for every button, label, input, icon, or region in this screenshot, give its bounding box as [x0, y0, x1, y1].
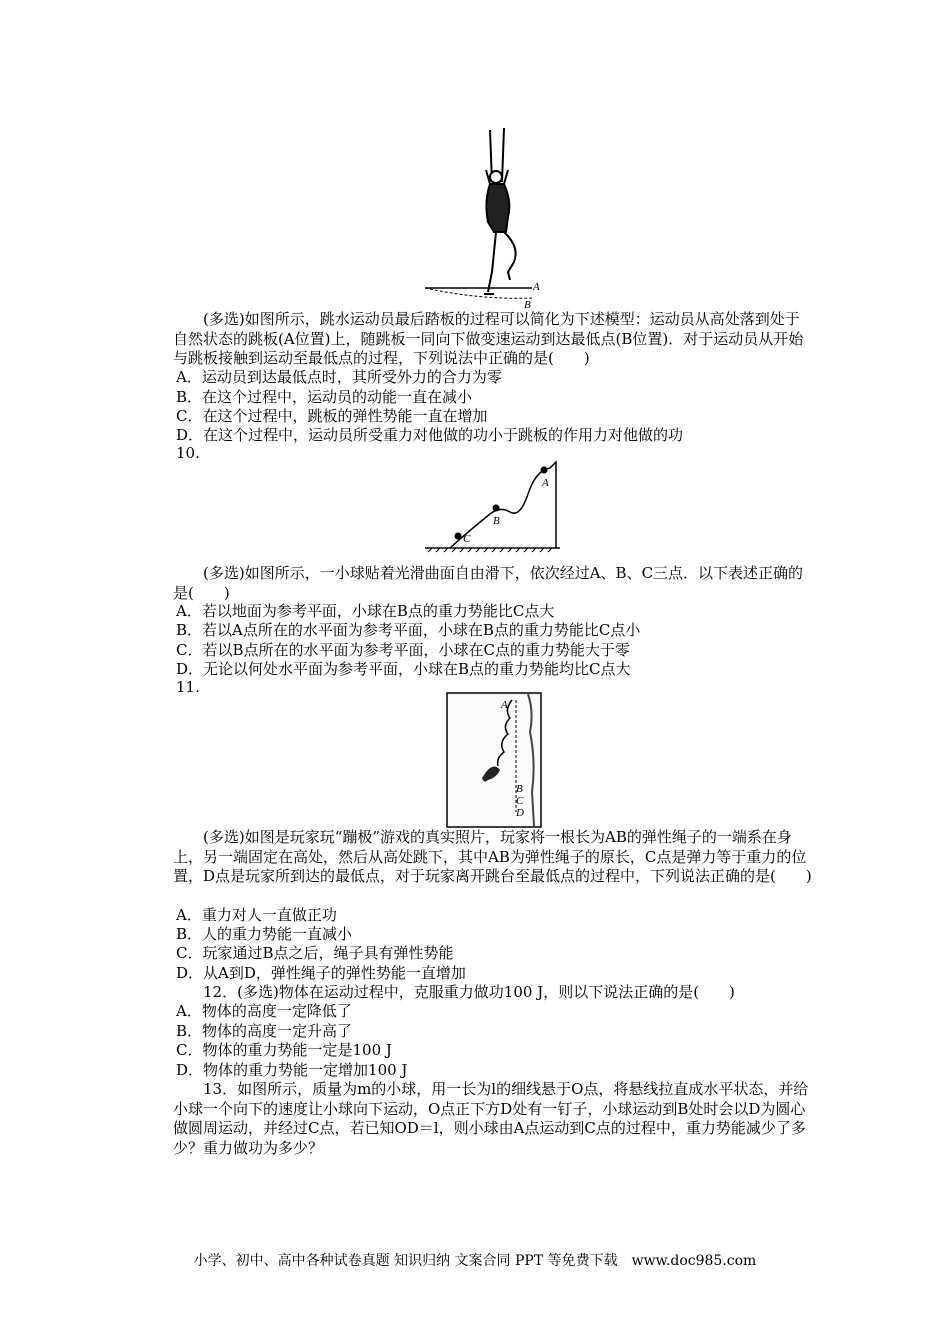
bungee-figure	[446, 692, 542, 828]
q12-option-b[interactable]: B．物体的高度一定升高了	[176, 1022, 353, 1040]
label-b: B	[493, 515, 500, 527]
q12-stem: 12．(多选)物体在运动过程中，克服重力做功100 J，则以下说法正确的是( )	[203, 983, 735, 1001]
q11-number: 11.	[176, 678, 200, 696]
diver-figure	[420, 122, 550, 308]
q11-stem: (多选)如图是玩家玩“蹦极”游戏的真实照片，玩家将一根长为AB的弹性绳子的一端系在身上，另一端固定在高处，然后从高处跳下，其中AB为弹性绳子的原长，C点是弹力等于重力的位置，D点是玩家所到达的最低点，对于玩家离开跳台至最低点的过程中，下列说法正确的是( )	[173, 828, 812, 885]
ball-b	[493, 505, 500, 512]
q10-option-d[interactable]: D．无论以何处水平面为参考平面，小球在B点的重力势能均比C点大	[176, 660, 631, 678]
q12-option-c[interactable]: C．物体的重力势能一定是100 J	[176, 1041, 392, 1059]
springboard-b	[425, 288, 532, 298]
q9-option-d[interactable]: D．在这个过程中，运动员所受重力对他做的功小于跳板的作用力对他做的功	[176, 426, 684, 444]
label-c: C	[463, 533, 471, 545]
diver-icon	[484, 128, 516, 294]
q10-option-c[interactable]: C．若以B点所在的水平面为参考平面，小球在C点的重力势能大于零	[176, 641, 630, 659]
label-a: A	[501, 699, 508, 711]
q10-option-b[interactable]: B．若以A点所在的水平面为参考平面，小球在B点的重力势能比C点小	[176, 621, 641, 639]
q9-option-c[interactable]: C．在这个过程中，跳板的弹性势能一直在增加	[176, 407, 488, 425]
q13-stem: 13．如图所示，质量为m的小球，用一长为l的细线悬于O点，将悬线拉直成水平状态，并给小球一个向下的速度让小球向下运动，O点正下方D处有一钉子，小球运动到B处时会以D为圆心做圆周运动，并经过C点，若已知OD＝l，则小球由A点运动到C点的过程中，重力势能减少了多少？重力做功为多少？	[173, 1080, 809, 1157]
ball-c	[455, 533, 462, 540]
q10-option-a[interactable]: A．若以地面为参考平面，小球在B点的重力势能比C点大	[176, 602, 555, 620]
ball-a	[541, 467, 548, 474]
q11-option-d[interactable]: D．从A到D，弹性绳子的弹性势能一直增加	[176, 964, 466, 982]
q10-number: 10.	[176, 444, 200, 462]
q10-stem: (多选)如图所示，一小球贴着光滑曲面自由滑下，依次经过A、B、C三点．以下表述正确的是( )	[173, 564, 804, 602]
label-a: A	[542, 477, 549, 489]
label-c: C	[516, 795, 524, 807]
q12-option-a[interactable]: A．物体的高度一定降低了	[176, 1002, 352, 1020]
q9-stem: (多选)如图所示，跳水运动员最后踏板的过程可以简化为下述模型：运动员从高处落到处于自然状态的跳板(A位置)上，随跳板一同向下做变速运动到达最低点(B位置)．对于运动员从开始与跳板接触到运动至最低点的过程，下列说法中正确的是( )	[173, 310, 804, 367]
q11-option-b[interactable]: B．人的重力势能一直减小	[176, 925, 353, 943]
label-d: D	[516, 807, 524, 819]
q11-option-a[interactable]: A．重力对人一直做正功	[176, 906, 337, 924]
q12-option-d[interactable]: D．物体的重力势能一定增加100 J	[176, 1061, 408, 1079]
slope-figure	[420, 458, 565, 554]
q9-option-a[interactable]: A．运动员到达最低点时，其所受外力的合力为零	[176, 368, 502, 386]
page-footer: 小学、初中、高中各种试卷真题 知识归纳 文案合同 PPT 等免费下载 www.doc985.com	[193, 1253, 757, 1269]
photo-frame	[447, 693, 541, 827]
q11-option-c[interactable]: C．玩家通过B点之后，绳子具有弹性势能	[176, 944, 454, 962]
label-b: B	[516, 783, 523, 795]
label-b: B	[524, 299, 531, 308]
q9-option-b[interactable]: B．在这个过程中，运动员的动能一直在减小	[176, 388, 473, 406]
label-a: A	[533, 281, 540, 293]
